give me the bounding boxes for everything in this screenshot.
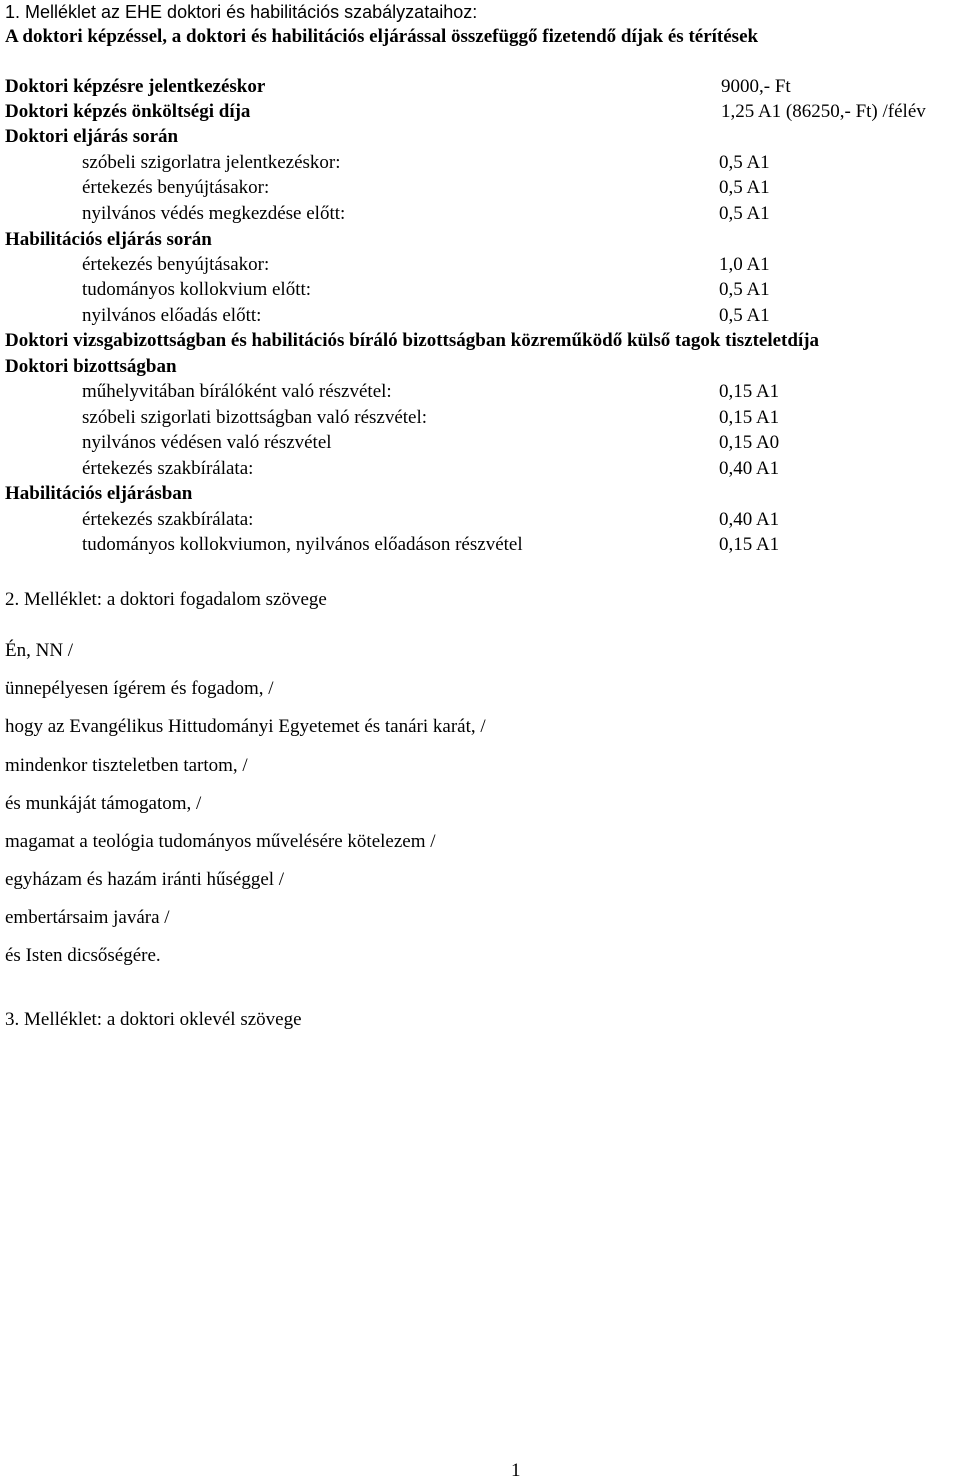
page-number: 1 <box>511 1460 521 1481</box>
doctoral-committee-item-label: szóbeli szigorlati bizottságban való részvétel: <box>82 407 428 428</box>
annex3-heading: 3. Melléklet: a doktori oklevél szövege <box>5 1009 302 1030</box>
habilitation-procedure-item-value: 0,5 A1 <box>719 305 770 326</box>
habilitation-committee-item-label: értekezés szakbírálata: <box>82 509 254 530</box>
habilitation-procedure-item-label: nyilvános előadás előtt: <box>82 305 262 326</box>
oath-line: ünnepélyesen ígérem és fogadom, / <box>5 678 274 699</box>
doctoral-committee-title: Doktori bizottságban <box>5 356 177 377</box>
oath-line: mindenkor tiszteletben tartom, / <box>5 755 248 776</box>
habilitation-committee-item-label: tudományos kollokviumon, nyilvános előadáson részvétel <box>82 534 523 555</box>
oath-line: egyházam és hazám iránti hűséggel / <box>5 869 285 890</box>
fee-value: 1,25 A1 (86250,- Ft) /félév <box>721 101 926 122</box>
doctoral-committee-item-label: értekezés szakbírálata: <box>82 458 254 479</box>
oath-line: és Isten dicsőségére. <box>5 945 161 966</box>
habilitation-committee-item-value: 0,15 A1 <box>719 534 780 555</box>
habilitation-procedure-title: Habilitációs eljárás során <box>5 229 212 250</box>
doctoral-procedure-item-value: 0,5 A1 <box>719 177 770 198</box>
habilitation-committee-item-value: 0,40 A1 <box>719 509 780 530</box>
fee-label: Doktori képzésre jelentkezéskor <box>5 76 266 97</box>
doctoral-procedure-item-label: nyilvános védés megkezdése előtt: <box>82 203 346 224</box>
habilitation-procedure-item-value: 1,0 A1 <box>719 254 770 275</box>
doctoral-procedure-title: Doktori eljárás során <box>5 126 179 147</box>
fee-value: 9000,- Ft <box>721 76 791 97</box>
doctoral-committee-item-value: 0,15 A0 <box>719 432 780 453</box>
doctoral-committee-item-value: 0,40 A1 <box>719 458 780 479</box>
doctoral-committee-item-value: 0,15 A1 <box>719 381 780 402</box>
doctoral-committee-item-label: műhelyvitában bírálóként való részvétel: <box>82 381 392 402</box>
habilitation-procedure-item-value: 0,5 A1 <box>719 279 770 300</box>
doctoral-committee-item-label: nyilvános védésen való részvétel <box>82 432 332 453</box>
doctoral-procedure-item-label: szóbeli szigorlatra jelentkezéskor: <box>82 152 341 173</box>
annex1-subheading: A doktori képzéssel, a doktori és habilitációs eljárással összefüggő fizetendő díjak és térítések <box>5 26 759 47</box>
doctoral-procedure-item-value: 0,5 A1 <box>719 203 770 224</box>
doctoral-procedure-item-value: 0,5 A1 <box>719 152 770 173</box>
oath-line: embertársaim javára / <box>5 907 170 928</box>
oath-line: Én, NN / <box>5 640 74 661</box>
oath-line: és munkáját támogatom, / <box>5 793 202 814</box>
doctoral-procedure-item-label: értekezés benyújtásakor: <box>82 177 270 198</box>
doctoral-committee-item-value: 0,15 A1 <box>719 407 780 428</box>
habilitation-procedure-item-label: tudományos kollokvium előtt: <box>82 279 312 300</box>
annex1-heading: 1. Melléklet az EHE doktori és habilitációs szabályzataihoz: <box>5 2 478 22</box>
annex2-heading: 2. Melléklet: a doktori fogadalom szövege <box>5 589 327 610</box>
fee-label: Doktori képzés önköltségi díja <box>5 101 251 122</box>
habilitation-procedure-item-label: értekezés benyújtásakor: <box>82 254 270 275</box>
honorarium-title: Doktori vizsgabizottságban és habilitációs bíráló bizottságban közreműködő külső tagok tiszteletdíja <box>5 330 820 351</box>
oath-line: hogy az Evangélikus Hittudományi Egyetemet és tanári karát, / <box>5 716 486 737</box>
habilitation-committee-title: Habilitációs eljárásban <box>5 483 193 504</box>
oath-line: magamat a teológia tudományos művelésére kötelezem / <box>5 831 436 852</box>
